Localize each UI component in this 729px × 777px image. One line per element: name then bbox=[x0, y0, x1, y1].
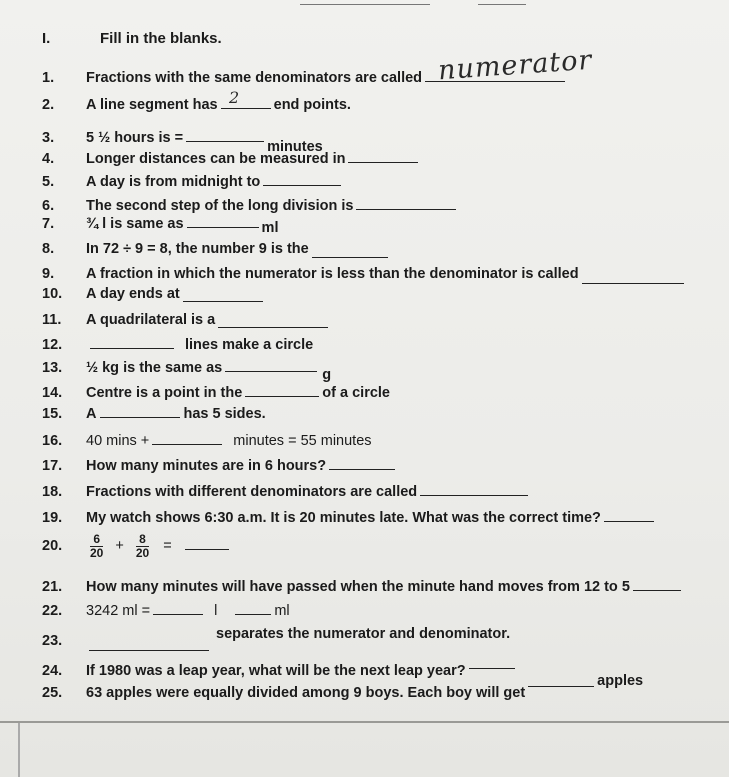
answer-blank[interactable] bbox=[420, 481, 528, 496]
handwritten-answer-1: numerator bbox=[437, 44, 594, 87]
fraction-denominator: 20 bbox=[90, 546, 104, 560]
answer-blank[interactable] bbox=[245, 382, 319, 397]
answer-blank[interactable] bbox=[186, 127, 264, 142]
question-number: 17. bbox=[42, 458, 63, 474]
answer-blank[interactable] bbox=[90, 334, 174, 349]
question-text-after: ml bbox=[261, 220, 279, 236]
handwritten-answer-2: 2 bbox=[229, 88, 240, 107]
question-text: How many minutes are in 6 hours? bbox=[86, 458, 327, 474]
answer-blank[interactable] bbox=[221, 94, 271, 109]
question-number: 9. bbox=[42, 266, 55, 282]
answer-blank[interactable] bbox=[469, 654, 515, 669]
question-number: 1. bbox=[42, 70, 55, 86]
answer-blank[interactable] bbox=[225, 357, 317, 372]
question-6 bbox=[42, 195, 459, 215]
answer-blank[interactable] bbox=[89, 636, 209, 651]
question-19 bbox=[42, 507, 657, 527]
question-3 bbox=[42, 119, 323, 155]
question-17 bbox=[42, 455, 398, 475]
answer-blank-millilitres[interactable] bbox=[235, 600, 271, 615]
unit-litre: l bbox=[214, 603, 218, 619]
answer-blank[interactable] bbox=[187, 213, 259, 228]
question-text-after: apples bbox=[597, 673, 644, 689]
answer-blank[interactable] bbox=[183, 287, 263, 302]
section-heading bbox=[42, 30, 222, 47]
question-number: 5. bbox=[42, 174, 55, 190]
question-24 bbox=[42, 660, 518, 680]
question-number: 23. bbox=[42, 633, 63, 649]
question-13 bbox=[42, 357, 332, 383]
fraction-denominator: 20 bbox=[135, 546, 150, 560]
question-text: A day ends at bbox=[86, 286, 180, 302]
question-15 bbox=[42, 403, 266, 423]
question-text: Fractions with different denominators are called bbox=[86, 484, 418, 500]
question-text-after: lines make a circle bbox=[185, 337, 314, 353]
question-number: 16. bbox=[42, 433, 63, 449]
question-text: ¾ l is same as bbox=[86, 216, 184, 232]
question-text-after: end points. bbox=[273, 97, 351, 113]
question-text-after: has 5 sides. bbox=[183, 406, 266, 422]
answer-blank[interactable] bbox=[348, 148, 418, 163]
question-1 bbox=[42, 67, 568, 87]
question-16 bbox=[42, 430, 372, 450]
question-10 bbox=[42, 283, 266, 303]
answer-blank[interactable] bbox=[528, 672, 594, 687]
question-text: 63 apples were equally divided among 9 boys. Each boy will get bbox=[86, 685, 526, 701]
question-2 bbox=[42, 94, 351, 114]
question-7 bbox=[42, 213, 279, 236]
question-text: The second step of the long division is bbox=[86, 198, 354, 214]
question-text: Fractions with the same denominators are called bbox=[86, 70, 423, 86]
question-number: 21. bbox=[42, 579, 63, 595]
fraction-numerator: 6 bbox=[90, 533, 103, 547]
question-text: My watch shows 6:30 a.m. It is 20 minutes late. What was the correct time? bbox=[86, 510, 601, 526]
question-20 bbox=[42, 533, 232, 560]
question-number: 25. bbox=[42, 685, 63, 701]
fraction-six-twentieths bbox=[90, 533, 103, 560]
question-22 bbox=[42, 600, 290, 620]
question-number: 22. bbox=[42, 603, 63, 619]
question-text: If 1980 was a leap year, what will be the next leap year? bbox=[86, 663, 466, 679]
question-8 bbox=[42, 238, 391, 258]
question-text: A fraction in which the numerator is less than the denominator is called bbox=[86, 266, 579, 282]
question-number: 24. bbox=[42, 663, 63, 679]
answer-blank[interactable] bbox=[312, 243, 388, 258]
question-number: 20. bbox=[42, 538, 63, 555]
fraction-eight-twentieths bbox=[136, 533, 149, 560]
question-text-after: minutes = 55 minutes bbox=[233, 433, 372, 449]
question-number: 4. bbox=[42, 151, 55, 167]
answer-blank[interactable] bbox=[425, 67, 565, 82]
question-text: ½ kg is the same as bbox=[86, 360, 223, 376]
answer-blank[interactable] bbox=[185, 535, 229, 550]
question-14 bbox=[42, 382, 390, 402]
answer-blank[interactable] bbox=[100, 403, 180, 418]
section-title: Fill in the blanks. bbox=[100, 30, 222, 47]
question-number: 12. bbox=[42, 337, 63, 353]
answer-blank[interactable] bbox=[604, 507, 654, 522]
question-text: A line segment has bbox=[86, 97, 218, 113]
question-number: 11. bbox=[42, 312, 62, 328]
paper-edge-line bbox=[18, 723, 20, 777]
question-number: 18. bbox=[42, 484, 63, 500]
question-number: 7. bbox=[42, 216, 55, 232]
answer-blank[interactable] bbox=[263, 171, 341, 186]
answer-blank[interactable] bbox=[356, 195, 456, 210]
question-21 bbox=[42, 576, 684, 596]
question-number: 2. bbox=[42, 97, 55, 113]
question-12 bbox=[42, 334, 313, 354]
question-text: How many minutes will have passed when the minute hand moves from 12 to 5 bbox=[86, 579, 630, 595]
answer-blank[interactable] bbox=[582, 269, 684, 284]
fraction-numerator: 8 bbox=[136, 533, 149, 547]
question-18 bbox=[42, 481, 531, 501]
unit-millilitre: ml bbox=[274, 603, 290, 619]
question-text: A day is from midnight to bbox=[86, 174, 261, 190]
question-23 bbox=[42, 626, 511, 650]
question-text: 5 ½ hours is = bbox=[86, 130, 184, 146]
question-text: A bbox=[86, 406, 97, 422]
question-number: 15. bbox=[42, 406, 63, 422]
answer-blank[interactable] bbox=[218, 313, 328, 328]
top-rule-line-2 bbox=[478, 4, 526, 5]
question-text-after: separates the numerator and denominator. bbox=[216, 626, 511, 642]
paper-fold-line bbox=[0, 721, 729, 723]
answer-blank[interactable] bbox=[152, 430, 222, 445]
question-number: 10. bbox=[42, 286, 63, 302]
question-text-after: g bbox=[322, 367, 332, 383]
question-4 bbox=[42, 148, 421, 168]
question-text: In 72 ÷ 9 = 8, the number 9 is the bbox=[86, 241, 309, 257]
question-text: A quadrilateral is a bbox=[86, 312, 216, 328]
question-number: 3. bbox=[42, 130, 55, 146]
question-11 bbox=[42, 309, 331, 329]
question-number: 13. bbox=[42, 360, 63, 376]
question-text: 40 mins + bbox=[86, 433, 150, 449]
question-text-after: minutes bbox=[267, 139, 323, 155]
equals-sign: = bbox=[163, 538, 172, 555]
answer-blank[interactable] bbox=[633, 576, 681, 591]
question-number: 19. bbox=[42, 510, 63, 526]
answer-blank-litres[interactable] bbox=[153, 600, 203, 615]
question-text-after: of a circle bbox=[322, 385, 390, 401]
question-number: 8. bbox=[42, 241, 55, 257]
question-number: 6. bbox=[42, 198, 55, 214]
question-5 bbox=[42, 171, 344, 191]
answer-blank[interactable] bbox=[329, 455, 395, 470]
question-25 bbox=[42, 673, 644, 702]
plus-sign: + bbox=[115, 538, 124, 555]
question-number: 14. bbox=[42, 385, 63, 401]
question-9 bbox=[42, 263, 687, 283]
question-text: Centre is a point in the bbox=[86, 385, 243, 401]
question-text: Longer distances can be measured in bbox=[86, 151, 346, 167]
section-number: I. bbox=[42, 30, 51, 47]
top-rule-line bbox=[300, 4, 430, 5]
question-text: 3242 ml = bbox=[86, 603, 151, 619]
